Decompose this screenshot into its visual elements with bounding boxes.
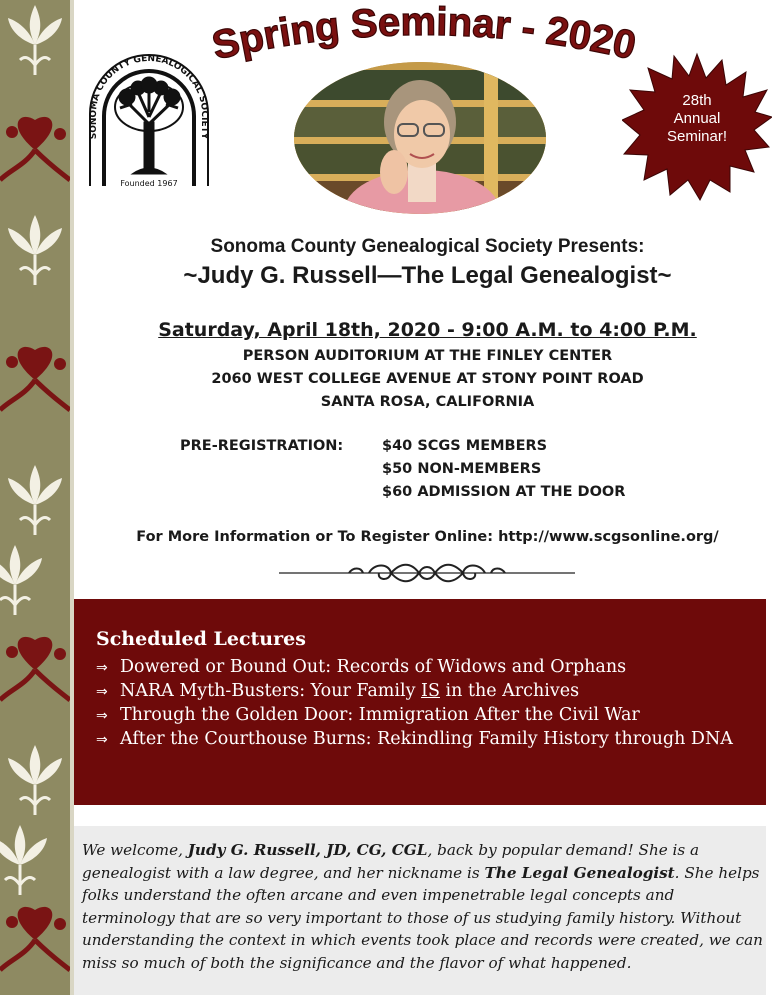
venue-line-2: 2060 WEST COLLEGE AVENUE AT STONY POINT ROAD	[211, 371, 644, 387]
welcome-paragraph	[82, 839, 764, 974]
lecture-title-part: NARA Myth-Busters: Your Family	[120, 681, 422, 701]
title-text: Spring Seminar - 2020	[208, 0, 640, 69]
lecture-title: After the Courthouse Burns: Rekindling Family History through DNA	[120, 729, 733, 749]
flyer-main	[74, 0, 781, 995]
lecture-title	[120, 680, 744, 703]
svg-text:Spring Seminar - 2020	[208, 0, 640, 68]
seminar-title	[204, 0, 644, 70]
speaker-credentials: Judy G. Russell, JD, CG, CGL	[187, 841, 428, 859]
registration-label: PRE-REGISTRATION:	[180, 438, 344, 454]
badge-text	[622, 92, 772, 146]
floral-pattern-icon	[0, 0, 70, 995]
welcome-panel	[74, 826, 766, 995]
presents-heading: Sonoma County Genealogical Society Presents:	[210, 236, 645, 257]
lectures-heading: Scheduled Lectures	[96, 628, 306, 650]
speaker-photo	[294, 62, 546, 214]
price-members: $40 SCGS MEMBERS	[382, 438, 548, 454]
decorative-sidebar	[0, 0, 70, 995]
lecture-item	[96, 656, 746, 680]
arrow-right-icon: ⇒	[96, 732, 108, 748]
badge-line-3: Seminar!	[666, 128, 728, 145]
venue-line-1: PERSON AUDITORIUM AT THE FINLEY CENTER	[242, 348, 613, 364]
welcome-text: We welcome,	[82, 841, 188, 859]
logo-founded: Founded 1967	[120, 179, 178, 188]
venue-line-3: SANTA ROSA, CALIFORNIA	[320, 394, 535, 410]
event-datetime	[74, 319, 781, 341]
lecture-title: Dowered or Bound Out: Records of Widows and Orphans	[120, 657, 627, 677]
event-datetime-text: Saturday, April 18th, 2020 - 9:00 A.M. to 4:00 P.M.	[158, 319, 697, 341]
scheduled-lectures-panel	[74, 599, 766, 805]
lecture-item	[96, 704, 746, 728]
ornamental-divider-icon	[279, 560, 575, 586]
price-at-door: $60 ADMISSION AT THE DOOR	[382, 484, 626, 500]
badge-line-1: 28th	[682, 92, 712, 109]
society-logo	[82, 52, 216, 192]
welcome-text: . She helps folks understand the often arcane and even impenetrable legal concepts and terminology that are so very important to those of us studying family history. Without understanding the context in which events took place and records were created, we can miss so much of both the significance and the flavor of what happened.	[82, 863, 763, 972]
speaker-heading: ~Judy G. Russell—The Legal Genealogist~	[183, 262, 672, 289]
tree-icon	[115, 77, 183, 174]
price-non-members: $50 NON-MEMBERS	[382, 461, 542, 477]
lecture-title: Through the Golden Door: Immigration After the Civil War	[120, 705, 640, 725]
speaker-nickname: The Legal Genealogist	[484, 863, 675, 882]
more-info-link[interactable]: For More Information or To Register Online: http://www.scgsonline.org/	[136, 529, 719, 545]
badge-line-2: Annual	[673, 110, 721, 127]
welcome-text: , back by popular demand! She is a genealogist with a law degree, and her nickname is	[82, 841, 700, 882]
arrow-right-icon: ⇒	[96, 684, 108, 700]
lecture-item	[96, 728, 746, 752]
logo-ring-text: SONOMA COUNTY GENEALOGICAL SOCIETY	[88, 53, 210, 140]
arrow-right-icon: ⇒	[96, 660, 108, 676]
lecture-title-part: in the Archives	[439, 681, 580, 701]
lecture-item	[96, 680, 746, 704]
arrow-right-icon: ⇒	[96, 708, 108, 724]
lecture-title-emphasis: IS	[421, 681, 440, 701]
